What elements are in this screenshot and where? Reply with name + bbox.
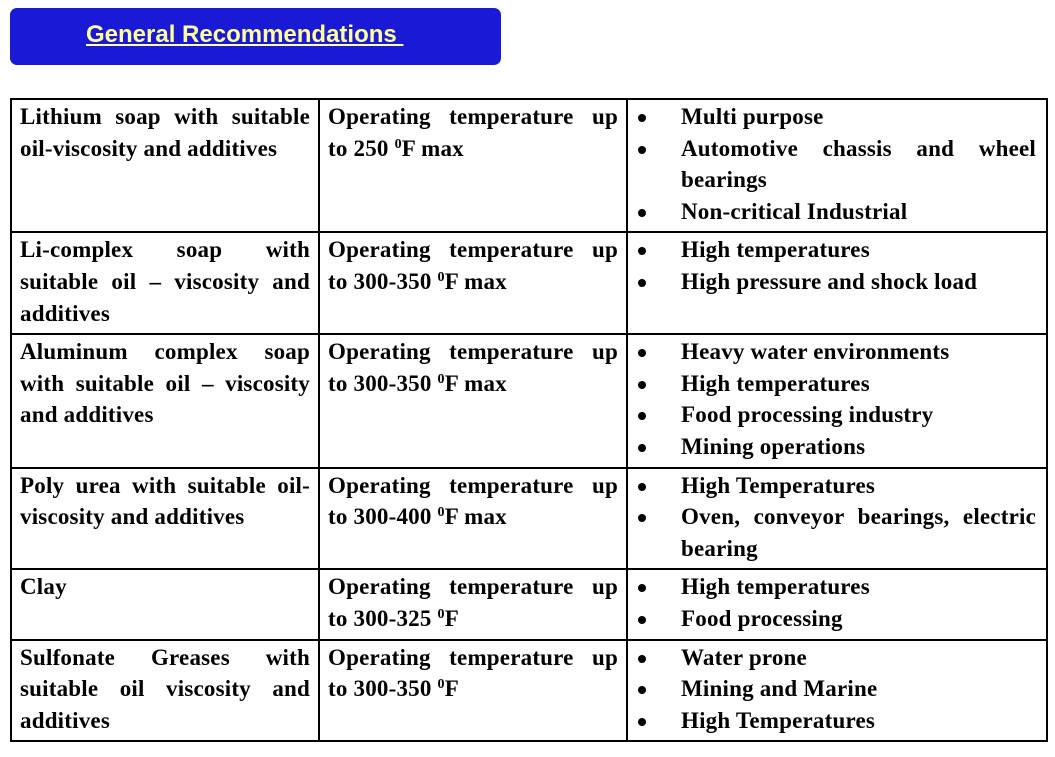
table-row xyxy=(11,232,1047,334)
applications-list xyxy=(636,470,1036,565)
bullet-icon xyxy=(638,209,646,217)
temperature-text: Operating temperature up to 300-350 xyxy=(328,237,618,294)
temperature-text: Operating temperature up to 300-325 xyxy=(328,574,618,631)
application-text: High Temperatures xyxy=(681,707,876,733)
list-item xyxy=(636,234,1036,266)
bullet-icon xyxy=(638,349,646,357)
applications-list xyxy=(636,336,1036,462)
grease-type-cell: Aluminum complex soap with suitable oil – viscosity and additives xyxy=(11,334,319,467)
temperature-text: Operating temperature up to 300-400 xyxy=(328,472,618,530)
grease-type-cell: Sulfonate Greases with suitable oil viscosity and additives xyxy=(11,640,319,742)
temperature-text: Operating temperature up to 300-350 xyxy=(328,339,618,396)
temperature-unit: F max xyxy=(444,268,507,294)
temperature-unit: F max xyxy=(401,135,464,161)
table-row xyxy=(11,334,1047,467)
applications-list xyxy=(636,234,1036,297)
operating-temperature-cell xyxy=(319,640,627,742)
applications-cell xyxy=(627,99,1047,232)
degree-superscript: 0 xyxy=(437,269,445,285)
bullet-icon xyxy=(638,655,646,663)
list-item xyxy=(636,266,1036,298)
application-text: Non-critical Industrial xyxy=(681,198,908,224)
bullet-icon xyxy=(638,718,646,726)
application-text: High pressure and shock load xyxy=(681,268,978,294)
operating-temperature-cell xyxy=(319,334,627,467)
list-item xyxy=(636,470,1036,502)
applications-list xyxy=(636,101,1036,227)
list-item xyxy=(636,196,1036,228)
operating-temperature-cell xyxy=(319,468,627,570)
list-item xyxy=(636,368,1036,400)
application-text: High temperatures xyxy=(681,237,870,263)
degree-superscript: 0 xyxy=(394,136,402,152)
bullet-icon xyxy=(638,584,646,592)
grease-type-cell: Poly urea with suitable oil-viscosity and additives xyxy=(11,468,319,570)
list-item xyxy=(636,431,1036,463)
bullet-icon xyxy=(638,247,646,255)
temperature-text: Operating temperature up to 250 xyxy=(328,104,618,161)
applications-list xyxy=(636,642,1036,737)
bullet-icon xyxy=(638,412,646,420)
table-row xyxy=(11,99,1047,232)
application-text: Heavy water environments xyxy=(681,339,950,365)
list-item xyxy=(636,101,1036,133)
recommendations-table-body xyxy=(11,99,1047,741)
temperature-text: Operating temperature up to 300-350 xyxy=(328,644,618,702)
bullet-icon xyxy=(638,114,646,122)
table-row xyxy=(11,569,1047,639)
applications-cell xyxy=(627,334,1047,467)
list-item xyxy=(636,399,1036,431)
list-item xyxy=(636,603,1036,635)
bullet-icon xyxy=(638,514,646,522)
application-text: Oven, conveyor bearings, electric bearing xyxy=(681,504,1036,561)
applications-cell xyxy=(627,468,1047,570)
list-item xyxy=(636,673,1036,705)
application-text: Food processing xyxy=(681,605,843,631)
application-text: Multi purpose xyxy=(681,104,824,129)
application-text: High temperatures xyxy=(681,370,870,396)
degree-superscript: 0 xyxy=(437,371,445,387)
degree-superscript: 0 xyxy=(437,505,445,521)
applications-cell xyxy=(627,640,1047,742)
applications-cell xyxy=(627,569,1047,639)
bullet-icon xyxy=(638,381,646,389)
degree-superscript: 0 xyxy=(437,677,445,693)
grease-type-cell: Clay xyxy=(11,569,319,639)
table-row xyxy=(11,640,1047,742)
applications-list xyxy=(636,571,1036,634)
page-title: General Recommendations xyxy=(86,21,404,48)
temperature-unit: F max xyxy=(444,504,507,530)
application-text: Water prone xyxy=(681,644,807,670)
operating-temperature-cell xyxy=(319,569,627,639)
application-text: High Temperatures xyxy=(681,472,876,498)
bullet-icon xyxy=(638,444,646,452)
application-text: Mining and Marine xyxy=(681,676,878,702)
bullet-icon xyxy=(638,279,646,287)
bullet-icon xyxy=(638,686,646,694)
operating-temperature-cell xyxy=(319,232,627,334)
list-item xyxy=(636,336,1036,368)
application-text: Food processing industry xyxy=(681,402,934,428)
list-item xyxy=(636,571,1036,603)
application-text: High temperatures xyxy=(681,574,870,600)
table-row xyxy=(11,468,1047,570)
grease-type-cell: Li-complex soap with suitable oil – viscosity and additives xyxy=(11,232,319,334)
list-item xyxy=(636,133,1036,196)
temperature-unit: F max xyxy=(444,370,507,396)
applications-cell xyxy=(627,232,1047,334)
list-item xyxy=(636,642,1036,674)
list-item xyxy=(636,501,1036,564)
operating-temperature-cell xyxy=(319,99,627,232)
bullet-icon xyxy=(638,616,646,624)
bullet-icon xyxy=(638,146,646,154)
temperature-unit: F xyxy=(444,676,459,702)
application-text: Automotive chassis and wheel bearings xyxy=(681,135,1036,193)
degree-superscript: 0 xyxy=(437,606,445,622)
grease-type-cell: Lithium soap with suitable oil-viscosity and additives xyxy=(11,99,319,232)
bullet-icon xyxy=(638,483,646,491)
recommendations-table xyxy=(10,98,1048,742)
application-text: Mining operations xyxy=(681,433,866,459)
temperature-unit: F xyxy=(444,605,459,631)
list-item xyxy=(636,705,1036,737)
